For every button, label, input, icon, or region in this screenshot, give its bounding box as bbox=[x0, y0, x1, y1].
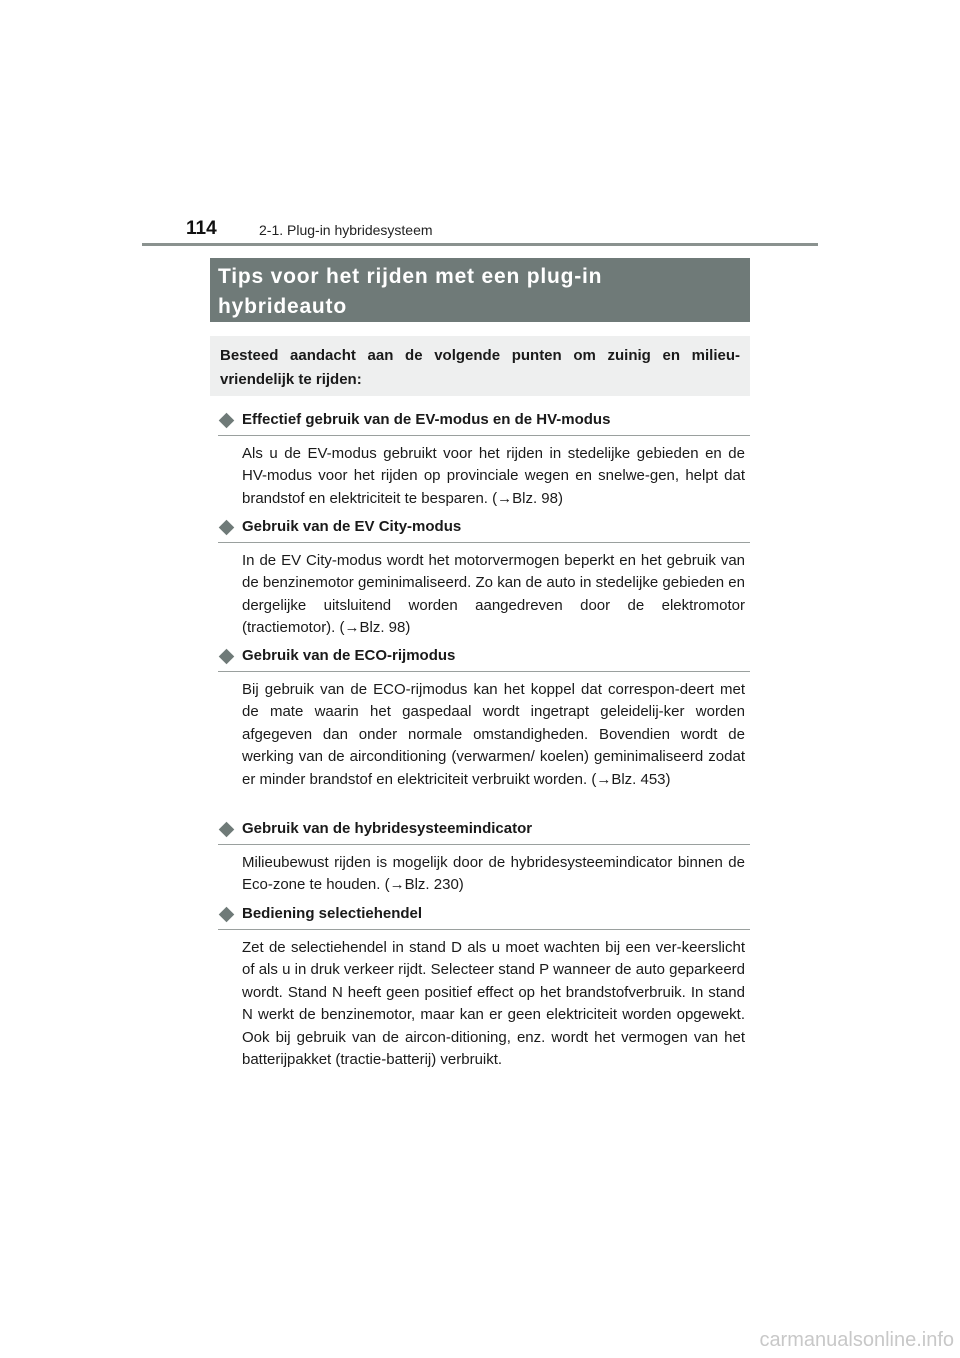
page-number: 114 bbox=[186, 218, 217, 239]
section-hybrid-indicator bbox=[218, 819, 750, 897]
section-shift-lever bbox=[218, 904, 750, 1071]
diamond-bullet-icon bbox=[219, 413, 235, 429]
section-body: In de EV City-modus wordt het motorvermogen beperkt en het gebruik van de benzinemotor geminimaliseerd. Zo kan de auto in stedelijke gebieden en dergelijke uitsluitend worden aangedreven door de elektromotor (tractiemotor). (→Blz. 98) bbox=[242, 552, 745, 637]
intro-text: Besteed aandacht aan de volgende punten om zuinig en milieu-vriendelijk te rijden: bbox=[220, 347, 740, 388]
section-heading-text: Effectief gebruik van de EV-modus en de HV-modus bbox=[242, 411, 611, 428]
section-heading-text: Gebruik van de EV City-modus bbox=[242, 518, 462, 535]
diamond-bullet-icon bbox=[219, 520, 235, 536]
diamond-bullet-icon bbox=[219, 822, 235, 838]
section-eco-mode bbox=[218, 646, 750, 791]
section-heading bbox=[218, 410, 750, 436]
watermark: carmanualsonline.info bbox=[759, 1329, 954, 1351]
chapter-title: 2-1. Plug-in hybridesysteem bbox=[259, 222, 433, 238]
section-heading bbox=[218, 904, 750, 930]
header-rule bbox=[142, 243, 818, 246]
section-body: Milieubewust rijden is mogelijk door de hybridesysteemindicator binnen de Eco-zone te houden. (→Blz. 230) bbox=[242, 854, 745, 894]
section-body: Bij gebruik van de ECO-rijmodus kan het koppel dat correspon-deert met de mate waarin het gaspedaal wordt ingetrapt geleidelij-ker worden afgegeven dan onder normale omstandigheden. Bovendien wordt de werking van de airconditioning (verwarmen/ koelen) geminimaliseerd zodat er minder brandstof en elektriciteit verbruikt worden. (→Blz. 453) bbox=[242, 681, 745, 788]
section-ev-hv-mode bbox=[218, 410, 750, 510]
section-heading bbox=[218, 517, 750, 543]
diamond-bullet-icon bbox=[219, 907, 235, 923]
section-heading bbox=[218, 646, 750, 672]
section-body: Als u de EV-modus gebruikt voor het rijden in stedelijke gebieden en de HV-modus voor het rijden op provinciale wegen en snelwe-gen, helpt dat brandstof en elektriciteit te besparen. (→Blz. 98) bbox=[242, 445, 745, 507]
section-heading-text: Bediening selectiehendel bbox=[242, 905, 423, 922]
intro-box bbox=[210, 336, 750, 396]
page-header bbox=[142, 212, 818, 246]
section-heading-text: Gebruik van de ECO-rijmodus bbox=[242, 647, 456, 664]
section-heading bbox=[218, 819, 750, 845]
section-title-line-1: Tips voor het rijden met een plug-in bbox=[218, 265, 603, 288]
section-heading-text: Gebruik van de hybridesysteemindicator bbox=[242, 820, 533, 837]
diamond-bullet-icon bbox=[219, 649, 235, 665]
section-ev-city-mode bbox=[218, 517, 750, 640]
section-title-line-2: hybrideauto bbox=[218, 295, 347, 318]
section-body: Zet de selectiehendel in stand D als u moet wachten bij een ver-keerslicht of als u in druk verkeer rijdt. Selecteer stand P wanneer de auto geparkeerd wordt. Stand N heeft geen positief effect op het brandstofverbruik. In stand N werkt de benzinemotor, maar kan er geen elektriciteit worden opgewekt. Ook bij gebruik van de aircon-ditioning, enz. wordt het vermogen van het batterijpakket (tractie-batterij) verbruikt. bbox=[242, 939, 745, 1069]
section-title-box bbox=[210, 258, 750, 322]
